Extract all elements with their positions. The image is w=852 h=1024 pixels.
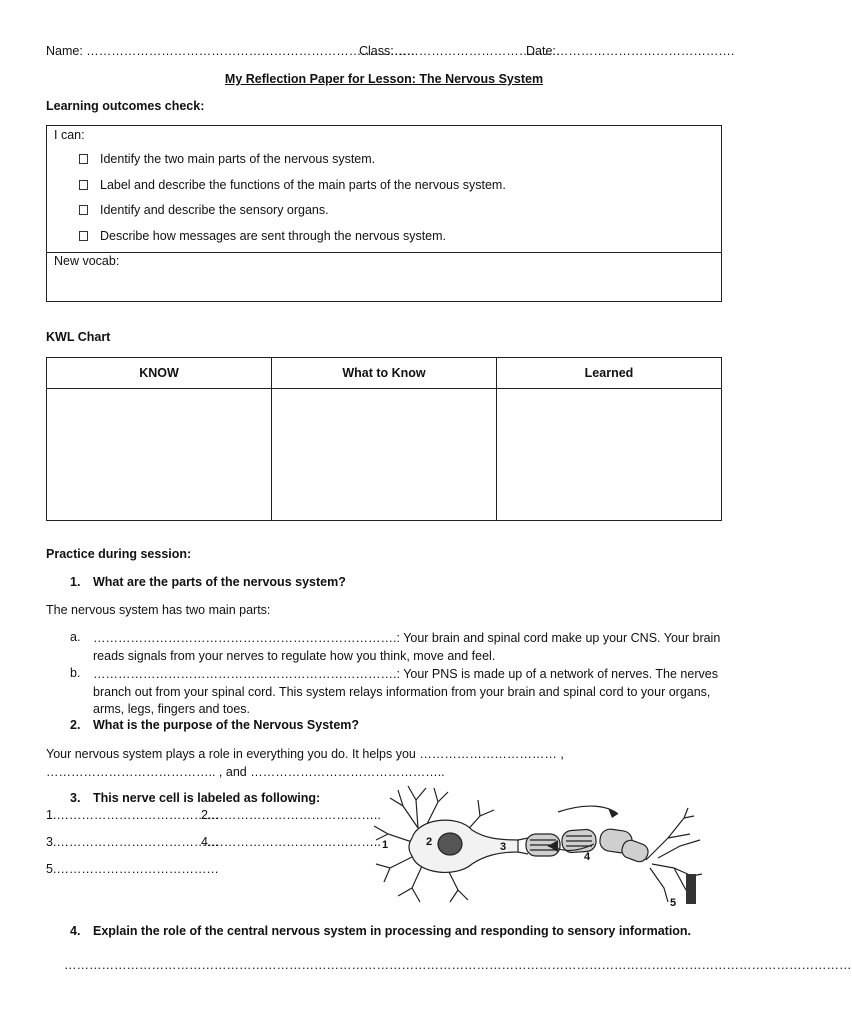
kwl-header-want: What to Know [342,366,426,380]
kwl-heading: KWL Chart [46,330,111,344]
outcomes-box [46,125,722,302]
q2-number: 2. [70,718,81,732]
outcome-item-1: Identify the two main parts of the nervous system. [100,152,376,166]
kwl-column-want [272,358,497,520]
q3-blank-4[interactable]: 4.………………………………….. [201,835,381,849]
outcome-item-3: Identify and describe the sensory organs. [100,203,329,217]
q3-blank-2[interactable]: 2.………………………………….. [201,808,381,822]
q1-intro: The nervous system has two main parts: [46,603,271,617]
outcome-checkbox-3[interactable] [79,205,88,215]
q3-text: This nerve cell is labeled as following: [93,791,321,805]
q1-answer-b: ……………………………………………………………….: Your PNS is made up of a network of nerves. The nerves branch out from your spinal cord. This system relays information from your brain and spinal cord to your organs, arms, legs, fingers and toes. [93,667,718,716]
outcomes-heading: Learning outcomes check: [46,99,205,113]
outcomes-intro: I can: [54,128,85,142]
name-field[interactable]: Name: ……………………………………………………………………. [46,44,415,58]
q3-blank-3[interactable]: 3.………………………………… [46,835,219,849]
diagram-label-3: 3 [500,841,507,853]
class-field[interactable]: Class:…………………………………. [359,44,560,58]
q4-number: 4. [70,924,81,938]
page-title: My Reflection Paper for Lesson: The Nervous System [224,72,544,86]
kwl-header-know: KNOW [139,366,179,380]
outcome-checkbox-2[interactable] [79,180,88,190]
kwl-chart [46,357,722,521]
q3-number: 3. [70,791,81,805]
diagram-label-2: 2 [426,836,433,848]
vocab-label: New vocab: [54,254,120,268]
q1-text: What are the parts of the nervous system? [93,575,346,589]
vocab-divider [47,252,721,253]
q1-answer-a: ……………………………………………………………….: Your brain and spinal cord make up your CNS. Your brain reads signals from your nerves to regulate how you think, move and feel. [93,631,721,663]
outcome-checkbox-4[interactable] [79,231,88,241]
q2-text: What is the purpose of the Nervous System? [93,718,360,732]
outcome-item-2: Label and describe the functions of the main parts of the nervous system. [100,178,506,192]
diagram-label-5: 5 [670,897,677,909]
outcome-item-4: Describe how messages are sent through the nervous system. [100,229,447,243]
kwl-column-know [47,358,272,520]
diagram-label-1: 1 [382,839,389,851]
kwl-column-learned [497,358,721,520]
q1-b-marker: b. [70,666,81,680]
q1-number: 1. [70,575,81,589]
kwl-header-learned: Learned [584,366,634,380]
practice-heading: Practice during session: [46,547,192,561]
outcome-checkbox-1[interactable] [79,154,88,164]
q3-blank-5[interactable]: 5.………………………………… [46,862,219,876]
q4-text: Explain the role of the central nervous system in processing and responding to sensory information. [93,924,692,938]
date-field[interactable]: Date:……………………………………. [526,44,735,58]
neuron-diagram [368,778,708,912]
q4-answer-line[interactable]: ……………………………………………………………………………………………………………………………………………………………………… [64,958,852,972]
q1-a-marker: a. [70,630,81,644]
diagram-label-4: 4 [584,851,591,863]
q2-answer: Your nervous system plays a role in everything you do. It helps you …………………………… , ………………………………….. , and ……………………………………….. [46,747,564,779]
q3-blank-1[interactable]: 1.………………………………… [46,808,219,822]
